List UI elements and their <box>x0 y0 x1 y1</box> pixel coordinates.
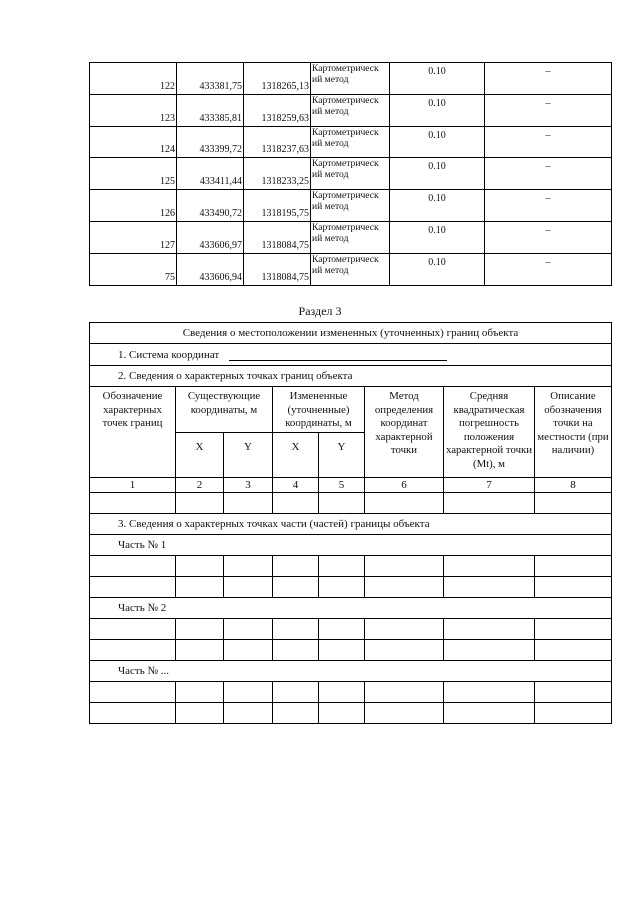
empty-cell <box>90 682 176 703</box>
empty-cell <box>176 493 224 514</box>
description-cell: – <box>485 94 612 126</box>
parts-heading: 3. Сведения о характерных точках части (частей) границы объекта <box>90 514 612 535</box>
empty-row <box>90 640 612 661</box>
empty-cell <box>273 556 319 577</box>
column-number: 3 <box>224 478 273 493</box>
empty-cell <box>176 640 224 661</box>
description-cell: – <box>485 190 612 222</box>
empty-cell <box>176 619 224 640</box>
empty-cell <box>224 703 273 724</box>
column-number: 7 <box>444 478 535 493</box>
empty-row <box>90 619 612 640</box>
y-coordinate: 1318237,63 <box>244 126 311 158</box>
empty-cell <box>90 703 176 724</box>
empty-cell <box>224 640 273 661</box>
empty-cell <box>273 493 319 514</box>
coord-system-row <box>90 344 612 366</box>
table-row <box>90 126 612 158</box>
y-coordinate: 1318259,63 <box>244 94 311 126</box>
empty-cell <box>444 682 535 703</box>
boundary-table <box>89 322 612 724</box>
column-number: 1 <box>90 478 176 493</box>
y-coordinate: 1318233,25 <box>244 158 311 190</box>
header-designation: Обозначение характерных точек границ <box>90 387 176 478</box>
empty-cell <box>176 577 224 598</box>
empty-cell <box>90 619 176 640</box>
column-number: 2 <box>176 478 224 493</box>
column-number: 5 <box>319 478 365 493</box>
x-coordinate: 433606,97 <box>177 221 244 253</box>
empty-cell <box>176 556 224 577</box>
x-coordinate: 433411,44 <box>177 158 244 190</box>
empty-cell <box>444 556 535 577</box>
empty-cell <box>535 682 612 703</box>
part-heading: Часть № 2 <box>90 598 612 619</box>
empty-cell <box>319 703 365 724</box>
empty-cell <box>365 493 444 514</box>
empty-cell <box>319 577 365 598</box>
empty-cell <box>535 493 612 514</box>
header-description: Описание обозначения точки на местности (при наличии) <box>535 387 612 478</box>
empty-cell <box>444 577 535 598</box>
empty-cell <box>535 556 612 577</box>
empty-cell <box>365 703 444 724</box>
empty-cell <box>319 682 365 703</box>
header-error: Средняя квадратическая погрешность положения характерной точки (Mt), м <box>444 387 535 478</box>
error-cell: 0.10 <box>390 253 485 285</box>
point-number: 127 <box>90 221 177 253</box>
point-number: 125 <box>90 158 177 190</box>
header-existing-x: X <box>176 433 224 478</box>
header-method: Метод определения координат характерной точки <box>365 387 444 478</box>
header-changed-x: X <box>273 433 319 478</box>
empty-cell <box>224 577 273 598</box>
y-coordinate: 1318265,13 <box>244 63 311 95</box>
empty-cell <box>319 556 365 577</box>
method-cell: Картометрическ ий метод <box>311 158 390 190</box>
y-coordinate: 1318084,75 <box>244 221 311 253</box>
y-coordinate: 1318084,75 <box>244 253 311 285</box>
empty-cell <box>273 703 319 724</box>
column-number-row <box>90 478 612 493</box>
header-existing-y: Y <box>224 433 273 478</box>
x-coordinate: 433399,72 <box>177 126 244 158</box>
error-cell: 0.10 <box>390 221 485 253</box>
table-row <box>90 63 612 95</box>
empty-cell <box>273 577 319 598</box>
method-cell: Картометрическ ий метод <box>311 253 390 285</box>
empty-cell <box>535 703 612 724</box>
error-cell: 0.10 <box>390 190 485 222</box>
empty-cell <box>444 640 535 661</box>
empty-cell <box>444 703 535 724</box>
empty-cell <box>90 640 176 661</box>
section-title: Раздел 3 <box>298 304 342 318</box>
header-changed-y: Y <box>319 433 365 478</box>
error-cell: 0.10 <box>390 126 485 158</box>
empty-cell <box>365 577 444 598</box>
method-cell: Картометрическ ий метод <box>311 94 390 126</box>
empty-cell <box>365 640 444 661</box>
empty-cell <box>365 619 444 640</box>
empty-row <box>90 577 612 598</box>
empty-cell <box>273 682 319 703</box>
table-row <box>90 221 612 253</box>
x-coordinate: 433606,94 <box>177 253 244 285</box>
table-row <box>90 158 612 190</box>
empty-cell <box>176 703 224 724</box>
empty-cell <box>365 682 444 703</box>
error-cell: 0.10 <box>390 94 485 126</box>
empty-row <box>90 703 612 724</box>
empty-cell <box>535 640 612 661</box>
empty-cell <box>535 577 612 598</box>
description-cell: – <box>485 158 612 190</box>
coord-system-label: 1. Система координат <box>118 348 220 361</box>
empty-row <box>90 556 612 577</box>
x-coordinate: 433381,75 <box>177 63 244 95</box>
empty-cell <box>444 493 535 514</box>
points-heading: 2. Сведения о характерных точках границ объекта <box>90 366 612 387</box>
y-coordinate: 1318195,75 <box>244 190 311 222</box>
empty-row <box>90 493 612 514</box>
empty-cell <box>273 640 319 661</box>
error-cell: 0.10 <box>390 63 485 95</box>
header-existing: Существующие координаты, м <box>176 387 273 433</box>
method-cell: Картометрическ ий метод <box>311 63 390 95</box>
column-number: 8 <box>535 478 612 493</box>
part-heading: Часть № 1 <box>90 535 612 556</box>
description-cell: – <box>485 63 612 95</box>
empty-cell <box>90 493 176 514</box>
point-number: 122 <box>90 63 177 95</box>
error-cell: 0.10 <box>390 158 485 190</box>
empty-cell <box>319 619 365 640</box>
column-number: 6 <box>365 478 444 493</box>
empty-row <box>90 682 612 703</box>
coordinates-table <box>89 62 612 286</box>
table-row <box>90 253 612 285</box>
point-number: 75 <box>90 253 177 285</box>
description-cell: – <box>485 221 612 253</box>
table-title: Сведения о местоположении измененных (уточненных) границ объекта <box>90 323 612 344</box>
empty-cell <box>224 619 273 640</box>
empty-cell <box>319 493 365 514</box>
table-row <box>90 190 612 222</box>
description-cell: – <box>485 253 612 285</box>
header-changed: Измененные (уточненные) координаты, м <box>273 387 365 433</box>
column-number: 4 <box>273 478 319 493</box>
empty-cell <box>319 640 365 661</box>
empty-cell <box>224 556 273 577</box>
point-number: 123 <box>90 94 177 126</box>
empty-cell <box>444 619 535 640</box>
coord-system-blank <box>229 349 447 361</box>
empty-cell <box>90 556 176 577</box>
method-cell: Картометрическ ий метод <box>311 221 390 253</box>
point-number: 126 <box>90 190 177 222</box>
empty-cell <box>176 682 224 703</box>
point-number: 124 <box>90 126 177 158</box>
x-coordinate: 433385,81 <box>177 94 244 126</box>
empty-cell <box>273 619 319 640</box>
empty-cell <box>90 577 176 598</box>
method-cell: Картометрическ ий метод <box>311 126 390 158</box>
empty-cell <box>535 619 612 640</box>
part-heading: Часть № ... <box>90 661 612 682</box>
empty-cell <box>224 493 273 514</box>
table-row <box>90 94 612 126</box>
method-cell: Картометрическ ий метод <box>311 190 390 222</box>
description-cell: – <box>485 126 612 158</box>
x-coordinate: 433490,72 <box>177 190 244 222</box>
empty-cell <box>365 556 444 577</box>
empty-cell <box>224 682 273 703</box>
